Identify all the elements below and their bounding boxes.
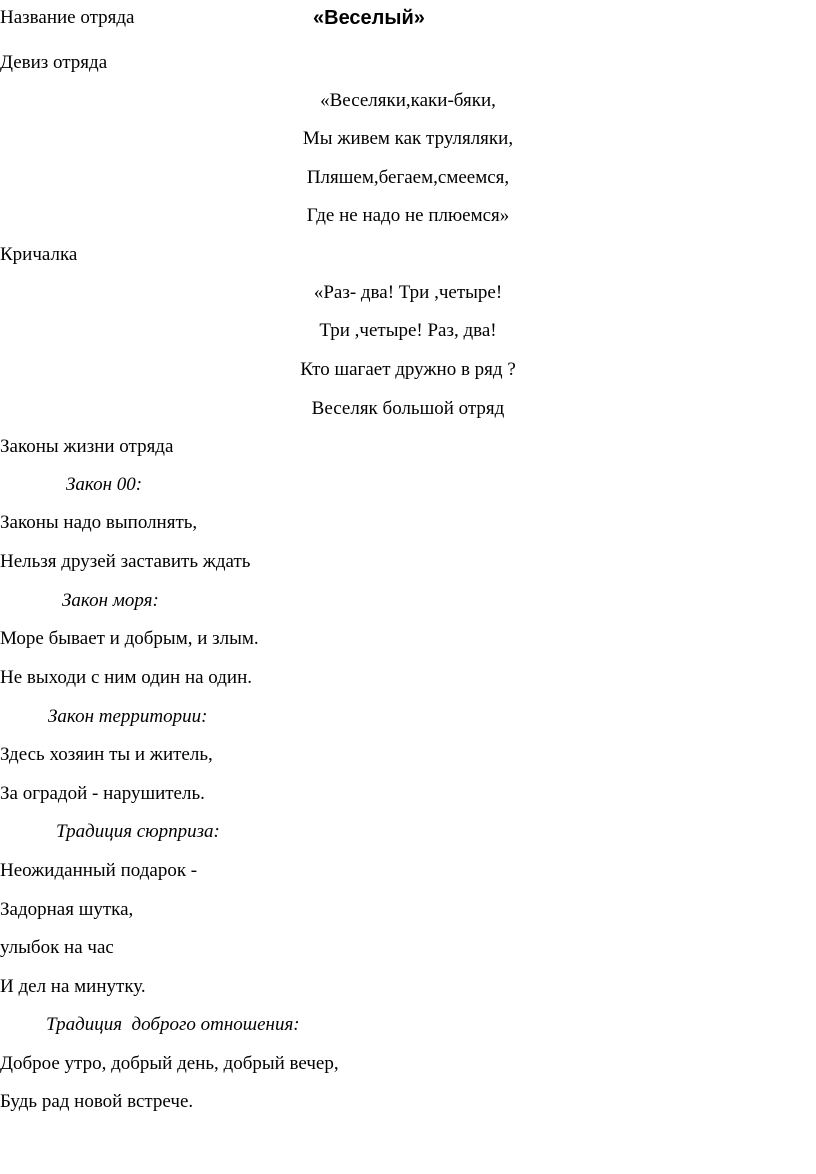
motto-line: Мы живем как труляляки,: [302, 128, 514, 149]
chant-line: «Раз- два! Три ,четыре!: [313, 282, 503, 303]
law-line: Нельзя друзей заставить ждать: [0, 551, 251, 572]
law-line: Законы надо выполнять,: [0, 512, 198, 533]
chant-line: Три ,четыре! Раз, два!: [319, 320, 497, 341]
motto-line: Где не надо не плюемся»: [306, 205, 510, 226]
tradition-line: И дел на минутку.: [0, 976, 146, 997]
tradition-title: Традиция сюрприза:: [56, 821, 220, 842]
motto-label: Девиз отряда: [0, 52, 108, 73]
law-line: Море бывает и добрым, и злым.: [0, 628, 259, 649]
tradition-title: Традиция доброго отношения:: [46, 1014, 300, 1035]
chant-label: Кричалка: [0, 244, 78, 265]
law-line: Не выходи с ним один на один.: [0, 667, 253, 688]
tradition-line: улыбок на час: [0, 937, 114, 958]
laws-heading: Законы жизни отряда: [0, 436, 174, 457]
law-line: За оградой - нарушитель.: [0, 783, 205, 804]
squad-name-value: «Веселый»: [313, 7, 425, 29]
law-line: Здесь хозяин ты и житель,: [0, 744, 213, 765]
law-title: Закон моря:: [62, 590, 159, 611]
tradition-line: Неожиданный подарок -: [0, 860, 198, 881]
squad-name-label: Название отряда: [0, 7, 135, 28]
tradition-line: Задорная шутка,: [0, 899, 134, 920]
chant-line: Веселяк большой отряд: [311, 398, 505, 419]
tradition-line: Доброе утро, добрый день, добрый вечер,: [0, 1053, 339, 1074]
tradition-line: Будь рад новой встрече.: [0, 1091, 194, 1112]
chant-line: Кто шагает дружно в ряд ?: [300, 359, 516, 380]
motto-line: «Веселяки,каки-бяки,: [320, 90, 496, 111]
law-title: Закон 00:: [66, 474, 143, 495]
law-title: Закон территории:: [48, 706, 208, 727]
motto-line: Пляшем,бегаем,смеемся,: [306, 167, 510, 188]
